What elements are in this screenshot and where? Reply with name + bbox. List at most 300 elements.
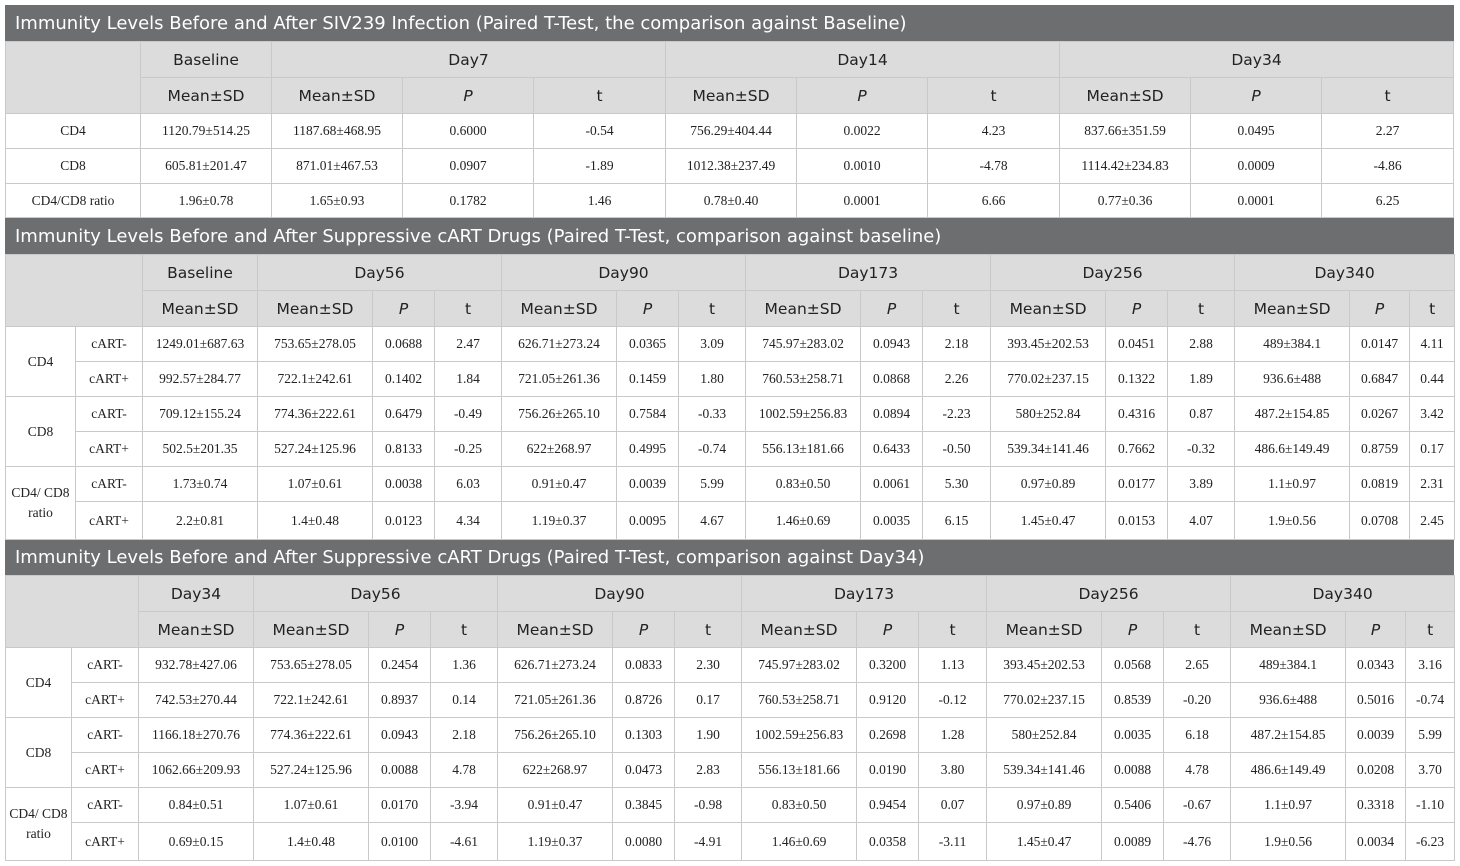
table-section-cart-vs-baseline xyxy=(5,218,1454,540)
cell-value: 1.4±0.48 xyxy=(258,502,373,540)
cell-value: 0.0833 xyxy=(613,648,675,683)
cell-value: 0.5406 xyxy=(1102,788,1164,823)
cell-value: 0.84±0.51 xyxy=(139,788,254,823)
cell-value: 0.0868 xyxy=(861,362,923,397)
header-t: t xyxy=(928,78,1060,114)
cell-value: 489±384.1 xyxy=(1235,327,1350,362)
cell-value: 0.0088 xyxy=(369,753,431,788)
cell-value: 0.0001 xyxy=(797,184,928,218)
cell-value: 0.0080 xyxy=(613,823,675,861)
subgroup-label: cART- xyxy=(72,648,139,683)
header-day: Day340 xyxy=(1231,576,1455,612)
cell-value: 0.3318 xyxy=(1346,788,1406,823)
cell-value: 2.2±0.81 xyxy=(143,502,258,540)
cell-value: 0.6000 xyxy=(403,114,534,149)
cell-value: 756.29±404.44 xyxy=(666,114,797,149)
cell-value: 0.0039 xyxy=(1346,718,1406,753)
cell-value: 2.45 xyxy=(1410,502,1455,540)
subgroup-label: cART- xyxy=(76,467,143,502)
cell-value: -4.78 xyxy=(928,149,1060,184)
cell-value: 1.89 xyxy=(1168,362,1235,397)
cell-value: 1012.38±237.49 xyxy=(666,149,797,184)
cell-value: 0.0038 xyxy=(373,467,435,502)
cell-value: 722.1±242.61 xyxy=(254,683,369,718)
cell-value: 1.73±0.74 xyxy=(143,467,258,502)
cell-value: 1.96±0.78 xyxy=(141,184,272,218)
cell-value: 0.0177 xyxy=(1106,467,1168,502)
data-table xyxy=(5,41,1454,218)
cell-value: 5.30 xyxy=(923,467,991,502)
cell-value: 622±268.97 xyxy=(502,432,617,467)
cell-value: 0.1782 xyxy=(403,184,534,218)
cell-value: 0.0095 xyxy=(617,502,679,540)
cell-value: 837.66±351.59 xyxy=(1060,114,1191,149)
table-row xyxy=(6,823,1455,861)
header-mean-sd: Mean±SD xyxy=(666,78,797,114)
data-table xyxy=(5,575,1455,861)
cell-value: 6.25 xyxy=(1322,184,1454,218)
cell-value: -3.11 xyxy=(919,823,987,861)
group-label: CD8 xyxy=(6,718,72,788)
cell-value: 0.91±0.47 xyxy=(502,467,617,502)
cell-value: 0.4316 xyxy=(1106,397,1168,432)
cell-value: 0.0035 xyxy=(1102,718,1164,753)
cell-value: -0.74 xyxy=(679,432,746,467)
cell-value: 1.46±0.69 xyxy=(742,823,857,861)
cell-value: 0.0819 xyxy=(1350,467,1410,502)
table-row xyxy=(6,467,1455,502)
table-row xyxy=(6,114,1454,149)
header-mean-sd: Mean±SD xyxy=(498,612,613,648)
cell-value: 4.34 xyxy=(435,502,502,540)
header-mean-sd: Mean±SD xyxy=(1060,78,1191,114)
cell-value: 0.8937 xyxy=(369,683,431,718)
cell-value: 0.0035 xyxy=(861,502,923,540)
cell-value: 487.2±154.85 xyxy=(1235,397,1350,432)
header-corner-cell xyxy=(6,42,141,114)
cell-value: 1187.68±468.95 xyxy=(272,114,403,149)
cell-value: 0.0208 xyxy=(1346,753,1406,788)
cell-value: 1.46±0.69 xyxy=(746,502,861,540)
cell-value: 1.13 xyxy=(919,648,987,683)
cell-value: 1249.01±687.63 xyxy=(143,327,258,362)
cell-value: 1.46 xyxy=(534,184,666,218)
cell-value: 936.6±488 xyxy=(1235,362,1350,397)
row-label: CD4/CD8 ratio xyxy=(6,184,141,218)
cell-value: -0.12 xyxy=(919,683,987,718)
table-section-siv239 xyxy=(5,5,1454,218)
cell-value: -0.50 xyxy=(923,432,991,467)
cell-value: 1.19±0.37 xyxy=(498,823,613,861)
header-p: P xyxy=(617,291,679,327)
table-row xyxy=(6,788,1455,823)
cell-value: 580±252.84 xyxy=(987,718,1102,753)
header-p: P xyxy=(403,78,534,114)
header-p: P xyxy=(857,612,919,648)
row-label: CD8 xyxy=(6,149,141,184)
cell-value: 932.78±427.06 xyxy=(139,648,254,683)
cell-value: -0.54 xyxy=(534,114,666,149)
cell-value: 6.03 xyxy=(435,467,502,502)
table-row xyxy=(6,184,1454,218)
cell-value: 539.34±141.46 xyxy=(987,753,1102,788)
cell-value: 0.07 xyxy=(919,788,987,823)
header-p: P xyxy=(861,291,923,327)
cell-value: 1166.18±270.76 xyxy=(139,718,254,753)
cell-value: 2.26 xyxy=(923,362,991,397)
cell-value: 0.9454 xyxy=(857,788,919,823)
header-p: P xyxy=(1106,291,1168,327)
table-section-cart-vs-day34 xyxy=(5,540,1454,861)
cell-value: 4.78 xyxy=(1164,753,1231,788)
header-p: P xyxy=(373,291,435,327)
cell-value: -2.23 xyxy=(923,397,991,432)
cell-value: -0.49 xyxy=(435,397,502,432)
cell-value: 3.16 xyxy=(1406,648,1455,683)
cell-value: 1114.42±234.83 xyxy=(1060,149,1191,184)
cell-value: -4.76 xyxy=(1164,823,1231,861)
cell-value: 486.6±149.49 xyxy=(1231,753,1346,788)
cell-value: 2.47 xyxy=(435,327,502,362)
cell-value: 0.17 xyxy=(675,683,742,718)
cell-value: 0.78±0.40 xyxy=(666,184,797,218)
header-day: Day56 xyxy=(258,255,502,291)
header-mean-sd: Mean±SD xyxy=(502,291,617,327)
data-table xyxy=(5,254,1455,540)
cell-value: 0.5016 xyxy=(1346,683,1406,718)
cell-value: 1002.59±256.83 xyxy=(746,397,861,432)
cell-value: 753.65±278.05 xyxy=(254,648,369,683)
cell-value: 0.0451 xyxy=(1106,327,1168,362)
header-p: P xyxy=(1191,78,1322,114)
cell-value: 0.0894 xyxy=(861,397,923,432)
cell-value: 756.26±265.10 xyxy=(498,718,613,753)
cell-value: 0.2454 xyxy=(369,648,431,683)
cell-value: 1.9±0.56 xyxy=(1231,823,1346,861)
cell-value: 745.97±283.02 xyxy=(742,648,857,683)
cell-value: 745.97±283.02 xyxy=(746,327,861,362)
cell-value: 0.91±0.47 xyxy=(498,788,613,823)
cell-value: 6.15 xyxy=(923,502,991,540)
header-p: P xyxy=(613,612,675,648)
cell-value: 1.80 xyxy=(679,362,746,397)
cell-value: 1120.79±514.25 xyxy=(141,114,272,149)
cell-value: 0.1459 xyxy=(617,362,679,397)
cell-value: 0.77±0.36 xyxy=(1060,184,1191,218)
header-baseline: Baseline xyxy=(141,42,272,78)
header-p: P xyxy=(1350,291,1410,327)
cell-value: 622±268.97 xyxy=(498,753,613,788)
cell-value: 0.83±0.50 xyxy=(746,467,861,502)
header-corner-cell xyxy=(6,576,139,648)
subgroup-label: cART+ xyxy=(76,502,143,540)
header-t: t xyxy=(923,291,991,327)
cell-value: 0.0688 xyxy=(373,327,435,362)
cell-value: 0.0190 xyxy=(857,753,919,788)
cell-value: 1062.66±209.93 xyxy=(139,753,254,788)
cell-value: 539.34±141.46 xyxy=(991,432,1106,467)
subgroup-label: cART+ xyxy=(72,823,139,861)
cell-value: 1.65±0.93 xyxy=(272,184,403,218)
header-mean-sd: Mean±SD xyxy=(258,291,373,327)
cell-value: 709.12±155.24 xyxy=(143,397,258,432)
cell-value: 0.97±0.89 xyxy=(987,788,1102,823)
cell-value: 0.0061 xyxy=(861,467,923,502)
cell-value: 4.67 xyxy=(679,502,746,540)
cell-value: 1.19±0.37 xyxy=(502,502,617,540)
header-day: Day90 xyxy=(502,255,746,291)
cell-value: 992.57±284.77 xyxy=(143,362,258,397)
cell-value: 1.84 xyxy=(435,362,502,397)
header-t: t xyxy=(1164,612,1231,648)
header-corner-cell xyxy=(6,255,143,327)
table-row xyxy=(6,327,1455,362)
cell-value: 0.0358 xyxy=(857,823,919,861)
table-row xyxy=(6,432,1455,467)
cell-value: 721.05±261.36 xyxy=(498,683,613,718)
header-t: t xyxy=(675,612,742,648)
cell-value: 556.13±181.66 xyxy=(746,432,861,467)
cell-value: 0.0153 xyxy=(1106,502,1168,540)
header-p: P xyxy=(369,612,431,648)
cell-value: 0.0039 xyxy=(617,467,679,502)
cell-value: -6.23 xyxy=(1406,823,1455,861)
cell-value: 5.99 xyxy=(1406,718,1455,753)
cell-value: 0.1303 xyxy=(613,718,675,753)
cell-value: 3.89 xyxy=(1168,467,1235,502)
cell-value: 770.02±237.15 xyxy=(991,362,1106,397)
cell-value: 6.66 xyxy=(928,184,1060,218)
cell-value: 0.0943 xyxy=(369,718,431,753)
cell-value: 0.8539 xyxy=(1102,683,1164,718)
cell-value: 0.97±0.89 xyxy=(991,467,1106,502)
header-day: Day256 xyxy=(987,576,1231,612)
cell-value: 742.53±270.44 xyxy=(139,683,254,718)
cell-value: 4.23 xyxy=(928,114,1060,149)
cell-value: 2.18 xyxy=(923,327,991,362)
header-t: t xyxy=(919,612,987,648)
cell-value: 2.31 xyxy=(1410,467,1455,502)
header-mean-sd: Mean±SD xyxy=(272,78,403,114)
cell-value: 0.0473 xyxy=(613,753,675,788)
cell-value: 0.17 xyxy=(1410,432,1455,467)
cell-value: 756.26±265.10 xyxy=(502,397,617,432)
cell-value: 0.14 xyxy=(431,683,498,718)
results-table-document xyxy=(5,5,1454,861)
cell-value: 0.0170 xyxy=(369,788,431,823)
cell-value: 3.80 xyxy=(919,753,987,788)
header-day: Day7 xyxy=(272,42,666,78)
cell-value: 4.78 xyxy=(431,753,498,788)
subgroup-label: cART+ xyxy=(72,683,139,718)
section-title: Immunity Levels Before and After Suppressive cART Drugs (Paired T-Test, comparison against Day34) xyxy=(5,540,1454,575)
table-row xyxy=(6,502,1455,540)
cell-value: 1.36 xyxy=(431,648,498,683)
subgroup-label: cART+ xyxy=(76,432,143,467)
subgroup-label: cART- xyxy=(76,327,143,362)
cell-value: 527.24±125.96 xyxy=(258,432,373,467)
group-label: CD4/ CD8 ratio xyxy=(6,467,76,540)
cell-value: 770.02±237.15 xyxy=(987,683,1102,718)
header-mean-sd: Mean±SD xyxy=(742,612,857,648)
cell-value: 936.6±488 xyxy=(1231,683,1346,718)
header-day: Day90 xyxy=(498,576,742,612)
header-t: t xyxy=(1410,291,1455,327)
cell-value: 3.09 xyxy=(679,327,746,362)
header-baseline: Day34 xyxy=(139,576,254,612)
subgroup-label: cART- xyxy=(72,718,139,753)
cell-value: 0.1322 xyxy=(1106,362,1168,397)
cell-value: 0.3200 xyxy=(857,648,919,683)
header-day: Day173 xyxy=(746,255,991,291)
header-mean-sd: Mean±SD xyxy=(1235,291,1350,327)
cell-value: 0.0123 xyxy=(373,502,435,540)
header-t: t xyxy=(435,291,502,327)
cell-value: 0.0568 xyxy=(1102,648,1164,683)
cell-value: 0.2698 xyxy=(857,718,919,753)
cell-value: -4.91 xyxy=(675,823,742,861)
cell-value: 0.1402 xyxy=(373,362,435,397)
cell-value: 0.0100 xyxy=(369,823,431,861)
header-mean-sd: Mean±SD xyxy=(991,291,1106,327)
cell-value: 0.6479 xyxy=(373,397,435,432)
cell-value: 0.0034 xyxy=(1346,823,1406,861)
group-label: CD4/ CD8 ratio xyxy=(6,788,72,861)
cell-value: 0.0009 xyxy=(1191,149,1322,184)
cell-value: 393.45±202.53 xyxy=(991,327,1106,362)
section-title: Immunity Levels Before and After SIV239 Infection (Paired T-Test, the comparison against Baseline) xyxy=(5,5,1454,41)
cell-value: 1.4±0.48 xyxy=(254,823,369,861)
cell-value: 753.65±278.05 xyxy=(258,327,373,362)
header-p: P xyxy=(1102,612,1164,648)
cell-value: 1.45±0.47 xyxy=(987,823,1102,861)
cell-value: 487.2±154.85 xyxy=(1231,718,1346,753)
cell-value: 3.70 xyxy=(1406,753,1455,788)
cell-value: 527.24±125.96 xyxy=(254,753,369,788)
cell-value: 626.71±273.24 xyxy=(502,327,617,362)
cell-value: 774.36±222.61 xyxy=(258,397,373,432)
header-t: t xyxy=(431,612,498,648)
header-mean-sd: Mean±SD xyxy=(1231,612,1346,648)
cell-value: 0.87 xyxy=(1168,397,1235,432)
cell-value: 0.6847 xyxy=(1350,362,1410,397)
cell-value: -0.33 xyxy=(679,397,746,432)
cell-value: 486.6±149.49 xyxy=(1235,432,1350,467)
cell-value: 605.81±201.47 xyxy=(141,149,272,184)
cell-value: -1.10 xyxy=(1406,788,1455,823)
cell-value: 1.90 xyxy=(675,718,742,753)
cell-value: 0.0147 xyxy=(1350,327,1410,362)
subgroup-label: cART- xyxy=(72,788,139,823)
group-label: CD4 xyxy=(6,648,72,718)
cell-value: 1002.59±256.83 xyxy=(742,718,857,753)
cell-value: 0.7584 xyxy=(617,397,679,432)
cell-value: 2.88 xyxy=(1168,327,1235,362)
cell-value: 3.42 xyxy=(1410,397,1455,432)
section-title: Immunity Levels Before and After Suppressive cART Drugs (Paired T-Test, comparison against baseline) xyxy=(5,218,1454,254)
header-p: P xyxy=(1346,612,1406,648)
cell-value: 2.83 xyxy=(675,753,742,788)
cell-value: 580±252.84 xyxy=(991,397,1106,432)
cell-value: 0.8726 xyxy=(613,683,675,718)
cell-value: 0.8759 xyxy=(1350,432,1410,467)
cell-value: 0.0943 xyxy=(861,327,923,362)
cell-value: 1.07±0.61 xyxy=(254,788,369,823)
cell-value: 2.27 xyxy=(1322,114,1454,149)
cell-value: -4.61 xyxy=(431,823,498,861)
cell-value: 1.45±0.47 xyxy=(991,502,1106,540)
cell-value: 760.53±258.71 xyxy=(742,683,857,718)
header-t: t xyxy=(1322,78,1454,114)
cell-value: -0.25 xyxy=(435,432,502,467)
header-day: Day56 xyxy=(254,576,498,612)
cell-value: 4.11 xyxy=(1410,327,1455,362)
header-mean-sd: Mean±SD xyxy=(254,612,369,648)
header-mean-sd: Mean±SD xyxy=(987,612,1102,648)
cell-value: 393.45±202.53 xyxy=(987,648,1102,683)
cell-value: 0.0343 xyxy=(1346,648,1406,683)
cell-value: 1.07±0.61 xyxy=(258,467,373,502)
header-p: P xyxy=(797,78,928,114)
cell-value: 0.44 xyxy=(1410,362,1455,397)
cell-value: 722.1±242.61 xyxy=(258,362,373,397)
cell-value: 1.1±0.97 xyxy=(1235,467,1350,502)
table-row xyxy=(6,648,1455,683)
table-row xyxy=(6,753,1455,788)
header-t: t xyxy=(534,78,666,114)
cell-value: 502.5±201.35 xyxy=(143,432,258,467)
cell-value: 0.4995 xyxy=(617,432,679,467)
cell-value: 0.0010 xyxy=(797,149,928,184)
cell-value: -0.32 xyxy=(1168,432,1235,467)
cell-value: 2.65 xyxy=(1164,648,1231,683)
cell-value: 626.71±273.24 xyxy=(498,648,613,683)
cell-value: 0.0708 xyxy=(1350,502,1410,540)
header-day: Day173 xyxy=(742,576,987,612)
cell-value: 0.3845 xyxy=(613,788,675,823)
header-t: t xyxy=(679,291,746,327)
cell-value: 489±384.1 xyxy=(1231,648,1346,683)
header-day: Day34 xyxy=(1060,42,1454,78)
header-t: t xyxy=(1406,612,1455,648)
group-label: CD8 xyxy=(6,397,76,467)
subgroup-label: cART+ xyxy=(72,753,139,788)
cell-value: 556.13±181.66 xyxy=(742,753,857,788)
cell-value: 871.01±467.53 xyxy=(272,149,403,184)
cell-value: 721.05±261.36 xyxy=(502,362,617,397)
cell-value: 0.0001 xyxy=(1191,184,1322,218)
cell-value: -0.98 xyxy=(675,788,742,823)
cell-value: 2.18 xyxy=(431,718,498,753)
cell-value: 0.0022 xyxy=(797,114,928,149)
table-row xyxy=(6,718,1455,753)
table-row xyxy=(6,149,1454,184)
header-t: t xyxy=(1168,291,1235,327)
cell-value: 760.53±258.71 xyxy=(746,362,861,397)
header-mean-sd: Mean±SD xyxy=(141,78,272,114)
cell-value: 0.83±0.50 xyxy=(742,788,857,823)
table-row xyxy=(6,397,1455,432)
cell-value: 0.0365 xyxy=(617,327,679,362)
cell-value: 0.0088 xyxy=(1102,753,1164,788)
header-mean-sd: Mean±SD xyxy=(143,291,258,327)
cell-value: 1.9±0.56 xyxy=(1235,502,1350,540)
row-label: CD4 xyxy=(6,114,141,149)
cell-value: 0.8133 xyxy=(373,432,435,467)
cell-value: 6.18 xyxy=(1164,718,1231,753)
header-day: Day340 xyxy=(1235,255,1455,291)
header-day: Day256 xyxy=(991,255,1235,291)
